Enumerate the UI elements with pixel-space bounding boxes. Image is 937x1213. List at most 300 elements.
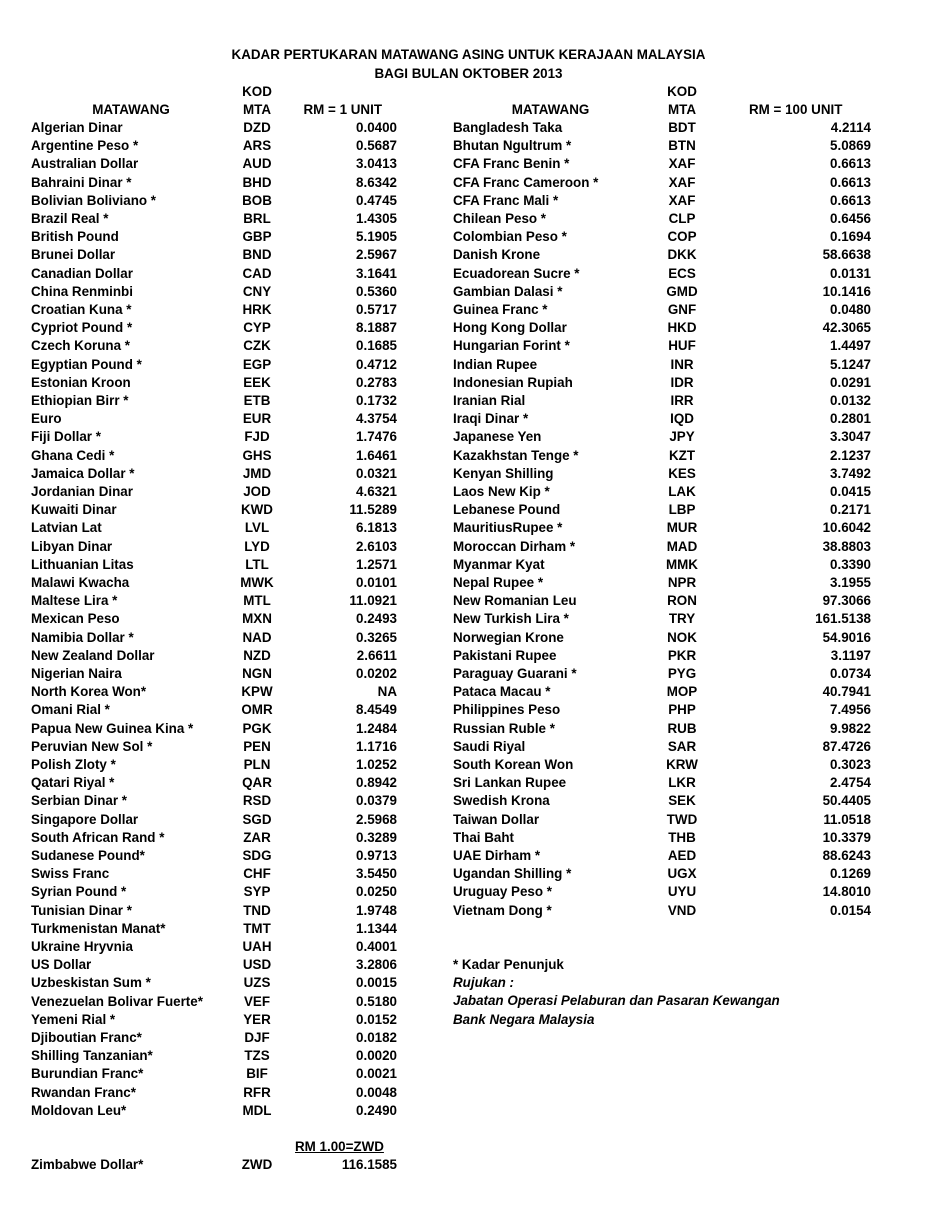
currency-rate: 2.6611	[356, 647, 397, 663]
currency-name: Mexican Peso	[31, 611, 120, 627]
currency-name: Hong Kong Dollar	[453, 320, 567, 336]
currency-code: XAF	[668, 192, 696, 208]
currency-code: NOK	[667, 629, 697, 645]
currency-name: Vietnam Dong *	[453, 902, 552, 918]
currency-rate: 1.1344	[356, 920, 397, 936]
currency-rate: 0.6613	[830, 156, 871, 172]
currency-code: KWD	[241, 502, 273, 518]
currency-code: JPY	[669, 429, 695, 445]
currency-rate: 0.0152	[356, 1011, 397, 1027]
currency-rate: 0.6613	[830, 174, 871, 190]
currency-code: PEN	[243, 738, 271, 754]
currency-code: HRK	[242, 301, 272, 317]
currency-name: Swiss Franc	[31, 866, 110, 882]
zimbabwe-header: RM 1.00=ZWD	[295, 1139, 384, 1154]
currency-rate: 8.6342	[356, 174, 397, 190]
currency-code: IQD	[670, 411, 694, 427]
currency-name: Qatari Riyal *	[31, 775, 115, 791]
currency-code: SDG	[242, 847, 272, 863]
currency-name: Sudanese Pound*	[31, 847, 145, 863]
currency-rate: 54.9016	[822, 629, 871, 645]
indicative-rate-note: * Kadar Penunjuk	[453, 957, 564, 972]
currency-rate: 0.1694	[830, 229, 871, 245]
currency-name: Pakistani Rupee	[453, 647, 557, 663]
currency-code: MTL	[243, 593, 271, 609]
currency-name: US Dollar	[31, 957, 92, 973]
currency-name: Egyptian Pound *	[31, 356, 142, 372]
currency-rate: 0.0250	[356, 884, 397, 900]
currency-rate: 0.6613	[830, 192, 871, 208]
currency-code: JOD	[243, 483, 271, 499]
currency-name: Ukraine Hryvnia	[31, 938, 133, 954]
currency-rate: 1.2571	[356, 556, 397, 572]
currency-name: MauritiusRupee *	[453, 520, 563, 536]
currency-name: Uzbeskistan Sum *	[31, 975, 151, 991]
currency-code: QAR	[242, 775, 272, 791]
currency-name: Norwegian Krone	[453, 629, 564, 645]
currency-name: South Korean Won	[453, 756, 574, 772]
currency-name: Australian Dollar	[31, 156, 139, 172]
currency-code: ECS	[668, 265, 696, 281]
currency-code: BRL	[243, 210, 271, 226]
currency-name: Ecuadorean Sucre *	[453, 265, 580, 281]
currency-name: Paraguay Guarani *	[453, 665, 577, 681]
currency-name: Nigerian Naira	[31, 665, 122, 681]
right-header-matawang: MATAWANG	[511, 101, 590, 117]
currency-rate: 10.3379	[822, 829, 871, 845]
currency-name: Swedish Krona	[453, 793, 550, 809]
currency-rate: 7.4956	[830, 702, 871, 718]
currency-name: Burundian Franc*	[31, 1066, 144, 1082]
currency-code: RON	[667, 593, 697, 609]
currency-name: Djiboutian Franc*	[31, 1029, 142, 1045]
currency-rate: 3.0413	[356, 156, 397, 172]
currency-rate: 0.3390	[830, 556, 871, 572]
currency-name: Kazakhstan Tenge *	[453, 447, 579, 463]
currency-name: China Renminbi	[31, 283, 133, 299]
currency-rate: 10.1416	[822, 283, 871, 299]
currency-name: Nepal Rupee *	[453, 574, 544, 590]
currency-code: XAF	[668, 174, 696, 190]
currency-rate: 3.1197	[830, 647, 871, 663]
currency-code: ARS	[242, 138, 272, 154]
currency-name: Tunisian Dinar *	[31, 902, 132, 918]
currency-name: UAE Dirham *	[453, 847, 541, 863]
currency-rate: 0.0291	[830, 374, 871, 390]
currency-name: Libyan Dinar	[31, 538, 113, 554]
currency-name: Iraqi Dinar *	[453, 411, 529, 427]
currency-name: Russian Ruble *	[453, 720, 555, 736]
currency-name: Venezuelan Bolivar Fuerte*	[31, 993, 203, 1009]
currency-rate: 0.6456	[830, 210, 871, 226]
currency-rate: 0.5687	[356, 138, 397, 154]
left-header-unit: RM = 1 UNIT	[303, 101, 382, 117]
currency-name: Hungarian Forint *	[453, 338, 570, 354]
currency-name: Moldovan Leu*	[31, 1102, 127, 1118]
currency-name: Czech Koruna *	[31, 338, 130, 354]
currency-name: Peruvian New Sol *	[31, 738, 153, 754]
currency-rate: 0.5717	[356, 301, 397, 317]
currency-code: GMD	[666, 283, 698, 299]
currency-code: PYG	[667, 665, 697, 681]
currency-name: Estonian Kroon	[31, 374, 131, 390]
currency-code: NPR	[667, 574, 697, 590]
currency-name: Bangladesh Taka	[453, 119, 563, 135]
currency-rate: 1.7476	[356, 429, 397, 445]
currency-rate: 2.6103	[356, 538, 397, 554]
currency-code: CYP	[243, 320, 271, 336]
page-subtitle: BAGI BULAN OKTOBER 2013	[374, 65, 563, 81]
currency-rate: 0.0131	[830, 265, 871, 281]
currency-name: Maltese Lira *	[31, 593, 118, 609]
currency-code: PKR	[667, 647, 697, 663]
currency-rate: 3.5450	[356, 866, 397, 882]
currency-rate: 0.4745	[356, 192, 397, 208]
currency-code: ZAR	[243, 829, 271, 845]
currency-rate: 0.3289	[356, 829, 397, 845]
currency-rate: 1.6461	[356, 447, 397, 463]
currency-code: MOP	[666, 684, 698, 700]
currency-name: Sri Lankan Rupee	[453, 775, 567, 791]
currency-rate: 0.0101	[356, 574, 397, 590]
currency-rate: 1.9748	[356, 902, 397, 918]
currency-rate: 4.6321	[356, 483, 397, 499]
currency-code: THB	[668, 829, 696, 845]
currency-rate: 0.4001	[356, 938, 397, 954]
currency-code: IRR	[670, 392, 694, 408]
currency-code: RSD	[242, 793, 272, 809]
currency-name: Uruguay Peso *	[453, 884, 552, 900]
currency-code: TZS	[244, 1048, 270, 1064]
currency-rate: 0.0015	[356, 975, 397, 991]
currency-rate: 0.0154	[830, 902, 871, 918]
currency-rate: 1.0252	[356, 756, 397, 772]
currency-name: Moroccan Dirham *	[453, 538, 576, 554]
currency-rate: 3.1955	[830, 574, 871, 590]
currency-code: LTL	[245, 556, 269, 572]
currency-rate: NA	[377, 684, 397, 700]
currency-code: EEK	[243, 374, 271, 390]
currency-name: Guinea Franc *	[453, 301, 548, 317]
currency-name: New Romanian Leu	[453, 593, 577, 609]
currency-name: South African Rand *	[31, 829, 165, 845]
currency-name: Lithuanian Litas	[31, 556, 134, 572]
currency-code: LKR	[668, 775, 696, 791]
currency-name: Singapore Dollar	[31, 811, 139, 827]
currency-name: Chilean Peso *	[453, 210, 547, 226]
currency-name: Argentine Peso *	[31, 138, 139, 154]
zimbabwe-code: ZWD	[241, 1157, 273, 1172]
currency-rate: 58.6638	[822, 247, 871, 263]
left-header-mta: MTA	[242, 101, 271, 117]
currency-code: BTN	[668, 138, 696, 154]
currency-rate: 0.1269	[830, 866, 871, 882]
currency-name: Ugandan Shilling *	[453, 866, 572, 882]
currency-code: CNY	[242, 283, 272, 299]
currency-code: AUD	[242, 156, 272, 172]
currency-rate: 0.0020	[356, 1048, 397, 1064]
currency-code: COP	[667, 229, 697, 245]
currency-code: ETB	[243, 392, 271, 408]
currency-code: GNF	[667, 301, 697, 317]
currency-code: PLN	[243, 756, 271, 772]
currency-name: Polish Zloty *	[31, 756, 116, 772]
currency-rate: 0.0415	[830, 483, 871, 499]
currency-rate: 5.1247	[830, 356, 871, 372]
currency-rate: 0.1732	[356, 392, 397, 408]
currency-code: TMT	[243, 920, 271, 936]
currency-code: MXN	[242, 611, 272, 627]
currency-name: Algerian Dinar	[31, 119, 123, 135]
currency-code: BOB	[242, 192, 272, 208]
currency-rate: 0.1685	[356, 338, 397, 354]
currency-code: UAH	[242, 938, 272, 954]
currency-name: Euro	[31, 411, 62, 427]
currency-code: JMD	[242, 465, 272, 481]
currency-code: KPW	[241, 684, 273, 700]
currency-name: Indonesian Rupiah	[453, 374, 573, 390]
currency-name: Taiwan Dollar	[453, 811, 540, 827]
currency-name: Lebanese Pound	[453, 502, 561, 518]
currency-name: Jamaica Dollar *	[31, 465, 135, 481]
currency-code: GHS	[242, 447, 272, 463]
currency-rate: 0.5180	[356, 993, 397, 1009]
currency-rate: 97.3066	[822, 593, 871, 609]
currency-name: Thai Baht	[453, 829, 515, 845]
currency-code: CAD	[242, 265, 272, 281]
reference-line-1: Jabatan Operasi Pelaburan dan Pasaran Kewangan	[453, 993, 780, 1009]
currency-rate: 0.0400	[356, 119, 397, 135]
currency-rate: 9.9822	[830, 720, 871, 736]
left-header-matawang: MATAWANG	[92, 101, 170, 117]
currency-name: Bahraini Dinar *	[31, 174, 132, 190]
currency-code: FJD	[244, 429, 270, 445]
currency-name: Croatian Kuna *	[31, 301, 132, 317]
currency-code: PHP	[668, 702, 696, 718]
currency-rate: 0.0182	[356, 1029, 397, 1045]
currency-name: Gambian Dalasi *	[453, 283, 563, 299]
currency-name: Latvian Lat	[31, 520, 102, 536]
currency-rate: 0.3265	[356, 629, 397, 645]
currency-code: YER	[243, 1011, 271, 1027]
reference-label: Rujukan :	[453, 975, 515, 991]
currency-code: CLP	[668, 210, 696, 226]
currency-name: Philippines Peso	[453, 702, 561, 718]
currency-name: Kuwaiti Dinar	[31, 502, 117, 518]
currency-rate: 50.4405	[822, 793, 871, 809]
currency-rate: 3.1641	[356, 265, 397, 281]
currency-rate: 0.0132	[830, 392, 871, 408]
currency-rate: 0.8942	[356, 775, 397, 791]
currency-code: EGP	[242, 356, 272, 372]
right-header-kod: KOD	[667, 83, 697, 99]
currency-rate: 0.3023	[830, 756, 871, 772]
currency-name: Yemeni Rial *	[31, 1011, 116, 1027]
currency-code: MUR	[666, 520, 698, 536]
currency-name: Jordanian Dinar	[31, 483, 133, 499]
currency-rate: 3.3047	[830, 429, 871, 445]
currency-rate: 11.0518	[823, 811, 871, 827]
currency-name: CFA Franc Mali *	[453, 192, 559, 208]
currency-code: TWD	[666, 811, 698, 827]
currency-code: BDT	[668, 119, 696, 135]
currency-rate: 5.1905	[356, 229, 397, 245]
currency-rate: 11.5289	[349, 502, 397, 518]
currency-name: Iranian Rial	[453, 392, 526, 408]
currency-code: CZK	[243, 338, 271, 354]
currency-code: IDR	[670, 374, 694, 390]
currency-rate: 10.6042	[822, 520, 871, 536]
currency-rate: 0.9713	[356, 847, 397, 863]
currency-rate: 42.3065	[822, 320, 871, 336]
currency-rate: 0.0321	[356, 465, 397, 481]
currency-code: INR	[670, 356, 694, 372]
currency-rate: 0.0202	[356, 665, 397, 681]
zimbabwe-rate: 116.1585	[341, 1157, 397, 1172]
currency-code: VEF	[243, 993, 271, 1009]
currency-rate: 5.0869	[830, 138, 871, 154]
currency-code: HUF	[668, 338, 696, 354]
right-header-mta: MTA	[667, 101, 696, 117]
currency-name: CFA Franc Cameroon *	[453, 174, 599, 190]
currency-name: Pataca Macau *	[453, 684, 551, 700]
currency-code: TND	[243, 902, 271, 918]
currency-code: OMR	[241, 702, 273, 718]
currency-name: Ghana Cedi *	[31, 447, 115, 463]
currency-name: Brazil Real *	[31, 210, 109, 226]
currency-code: KES	[668, 465, 696, 481]
currency-code: PGK	[242, 720, 272, 736]
currency-rate: 2.5967	[356, 247, 397, 263]
currency-rate: 3.2806	[356, 957, 397, 973]
currency-rate: 14.8010	[822, 884, 871, 900]
currency-name: Laos New Kip *	[453, 483, 550, 499]
currency-code: KRW	[666, 756, 698, 772]
currency-code: USD	[242, 957, 272, 973]
currency-name: Colombian Peso *	[453, 229, 567, 245]
currency-rate: 0.0379	[356, 793, 397, 809]
currency-name: North Korea Won*	[31, 684, 147, 700]
currency-name: Shilling Tanzanian*	[31, 1048, 153, 1064]
currency-rate: 2.1237	[830, 447, 871, 463]
right-header-unit: RM = 100 UNIT	[749, 101, 843, 117]
currency-name: Japanese Yen	[453, 429, 542, 445]
currency-name: Danish Krone	[453, 247, 541, 263]
currency-code: RUB	[667, 720, 697, 736]
currency-rate: 8.4549	[356, 702, 397, 718]
currency-rate: 0.2801	[830, 411, 871, 427]
currency-name: Bhutan Ngultrum *	[453, 138, 572, 154]
currency-rate: 161.5138	[815, 611, 871, 627]
currency-rate: 2.4754	[830, 775, 871, 791]
currency-rate: 0.0734	[830, 665, 871, 681]
currency-code: AED	[667, 847, 697, 863]
reference-line-2: Bank Negara Malaysia	[453, 1011, 595, 1027]
currency-rate: 0.5360	[356, 283, 397, 299]
currency-name: Omani Rial *	[31, 702, 110, 718]
currency-code: CHF	[243, 866, 271, 882]
currency-rate: 8.1887	[356, 320, 397, 336]
currency-name: Cypriot Pound *	[31, 320, 133, 336]
currency-rate: 40.7941	[822, 684, 871, 700]
currency-code: NAD	[242, 629, 272, 645]
currency-rate: 11.0921	[349, 593, 397, 609]
currency-rate: 38.8803	[822, 538, 871, 554]
currency-rate: 6.1813	[356, 520, 397, 536]
currency-code: MMK	[666, 556, 698, 572]
currency-code: GBP	[242, 229, 272, 245]
currency-code: LBP	[668, 502, 696, 518]
currency-name: Canadian Dollar	[31, 265, 133, 281]
currency-name: Syrian Pound *	[31, 884, 127, 900]
currency-code: NZD	[243, 647, 271, 663]
currency-rate: 0.0021	[356, 1066, 397, 1082]
currency-code: SYP	[243, 884, 271, 900]
currency-code: UZS	[243, 975, 271, 991]
currency-name: Turkmenistan Manat*	[31, 920, 166, 936]
currency-code: KZT	[668, 447, 696, 463]
currency-code: MDL	[242, 1102, 272, 1118]
currency-rate: 0.0480	[830, 301, 871, 317]
currency-name: Serbian Dinar *	[31, 793, 127, 809]
currency-rate: 0.2171	[830, 502, 871, 518]
currency-rate: 1.2484	[356, 720, 397, 736]
zimbabwe-name: Zimbabwe Dollar*	[31, 1157, 144, 1172]
currency-name: CFA Franc Benin *	[453, 156, 570, 172]
currency-name: Bolivian Boliviano *	[31, 192, 157, 208]
currency-rate: 0.2490	[356, 1102, 397, 1118]
currency-code: DZD	[243, 119, 271, 135]
currency-name: Ethiopian Birr *	[31, 392, 129, 408]
currency-rate: 0.4712	[356, 356, 397, 372]
currency-rate: 87.4726	[822, 738, 871, 754]
left-header-kod: KOD	[242, 83, 272, 99]
currency-code: SEK	[668, 793, 696, 809]
currency-code: BHD	[242, 174, 272, 190]
currency-code: LVL	[244, 520, 270, 536]
currency-code: DJF	[244, 1029, 270, 1045]
currency-name: Rwandan Franc*	[31, 1084, 136, 1100]
currency-code: NGN	[242, 665, 272, 681]
currency-name: Papua New Guinea Kina *	[31, 720, 194, 736]
currency-rate: 0.2493	[356, 611, 397, 627]
currency-name: New Turkish Lira *	[453, 611, 569, 627]
currency-name: New Zealand Dollar	[31, 647, 155, 663]
currency-code: BND	[242, 247, 272, 263]
currency-code: DKK	[667, 247, 697, 263]
currency-name: Kenyan Shilling	[453, 465, 554, 481]
currency-code: SAR	[667, 738, 697, 754]
currency-rate: 3.7492	[830, 465, 871, 481]
currency-code: VND	[667, 902, 697, 918]
currency-rate: 88.6243	[822, 847, 871, 863]
currency-rate: 1.4305	[356, 210, 397, 226]
currency-rate: 1.4497	[830, 338, 871, 354]
currency-rate: 1.1716	[356, 738, 397, 754]
currency-rate: 4.2114	[830, 119, 871, 135]
currency-name: Myanmar Kyat	[453, 556, 545, 572]
currency-code: BIF	[246, 1066, 268, 1082]
currency-code: XAF	[668, 156, 696, 172]
currency-name: Malawi Kwacha	[31, 574, 130, 590]
currency-rate: 4.3754	[356, 411, 397, 427]
currency-code: TRY	[668, 611, 696, 627]
currency-code: LAK	[668, 483, 696, 499]
currency-code: SGD	[242, 811, 272, 827]
currency-name: Namibia Dollar *	[31, 629, 134, 645]
currency-name: Brunei Dollar	[31, 247, 116, 263]
currency-code: UGX	[667, 866, 697, 882]
